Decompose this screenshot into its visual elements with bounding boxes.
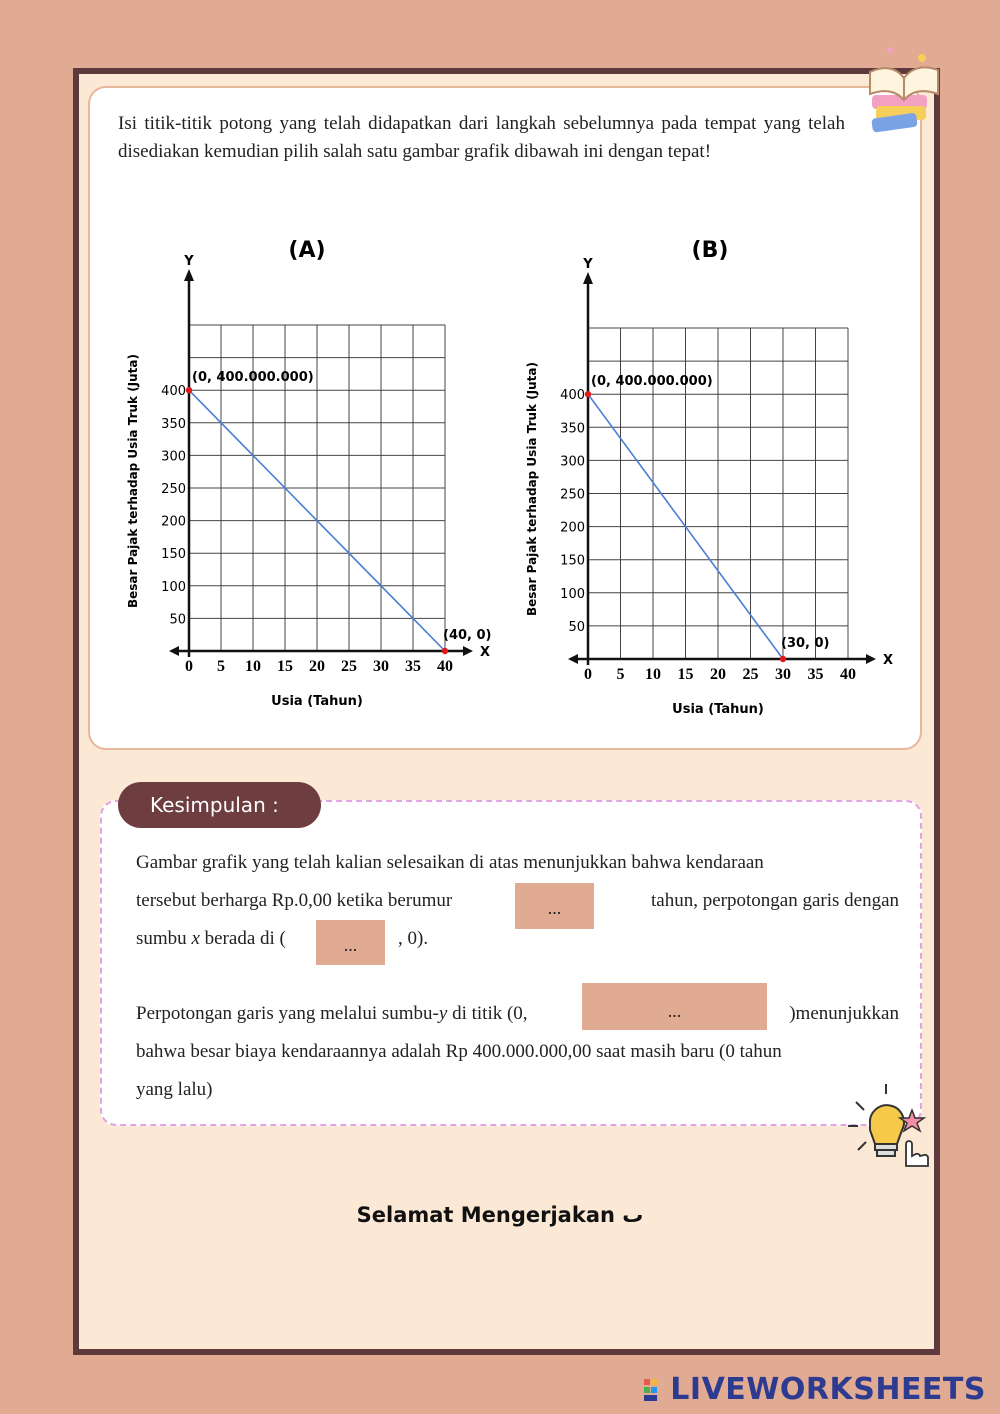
point-label-end: (40, 0)	[443, 628, 492, 643]
y-tick-label: 150	[161, 547, 186, 563]
y-tick-label: 100	[161, 579, 186, 595]
x-axis-arrow-right	[866, 654, 876, 664]
data-point	[442, 648, 448, 654]
y-tick-label: 50	[169, 612, 186, 628]
x-tick-label: 10	[245, 658, 261, 675]
graph-a[interactable]	[126, 238, 491, 709]
x-tick-label: 20	[309, 658, 325, 675]
books-icon	[852, 40, 952, 140]
data-point	[780, 656, 786, 662]
conclusion-line-3b: , 0).	[398, 928, 429, 949]
text-di-titik: di titik (0,	[452, 1003, 528, 1024]
brand-text: LIVEWORKSHEETS	[670, 1372, 986, 1407]
y-tick-label: 400	[560, 388, 585, 404]
y-tick-label: 350	[161, 416, 186, 432]
y-tick-label: 350	[560, 421, 585, 437]
conclusion-line-4b: )menunjukkan	[789, 1003, 899, 1024]
x-axis-arrow-right	[463, 646, 473, 656]
var-x: x	[191, 928, 200, 949]
lightbulb-icon	[846, 1080, 932, 1172]
footer-text: Selamat Mengerjakan ٮ	[356, 1203, 644, 1227]
conclusion-line-6: yang lalu)	[136, 1079, 213, 1100]
point-label-start: (0, 400.000.000)	[192, 370, 314, 386]
blank-age-input[interactable]: ...	[515, 883, 594, 929]
blank-y-intercept-input[interactable]: ...	[582, 983, 767, 1030]
x-tick-label: 15	[277, 658, 293, 675]
x-tick-label: 0	[584, 666, 592, 683]
x-tick-label: 40	[840, 666, 856, 683]
brand-logo[interactable]	[644, 1372, 986, 1407]
conclusion-line-4a	[136, 995, 528, 1033]
x-axis-label: Usia (Tahun)	[672, 702, 764, 717]
x-tick-label: 0	[185, 658, 193, 675]
y-axis-letter: Y	[184, 254, 194, 269]
point-label-start: (0, 400.000.000)	[591, 374, 713, 390]
y-tick-label: 50	[568, 619, 585, 635]
y-axis-arrow	[583, 272, 593, 284]
y-tick-label: 400	[161, 384, 186, 400]
x-tick-label: 35	[405, 658, 421, 675]
graph-b[interactable]	[525, 238, 893, 717]
data-point	[186, 387, 192, 393]
x-axis-arrow-left	[169, 646, 179, 656]
y-axis-arrow	[184, 269, 194, 281]
y-tick-label: 200	[560, 520, 585, 536]
y-tick-label: 100	[560, 586, 585, 602]
x-tick-label: 10	[645, 666, 661, 683]
x-axis-letter: X	[882, 653, 894, 668]
y-tick-label: 300	[161, 449, 186, 465]
conclusion-line-2a: tersebut berharga Rp.0,00 ketika berumur	[136, 890, 453, 911]
conclusion-tag: Kesimpulan :	[118, 782, 321, 828]
y-tick-label: 300	[560, 454, 585, 470]
y-axis-label: Besar Pajak terhadap Usia Truk (Juta)	[126, 353, 140, 609]
instruction-text: Isi titik-titik potong yang telah didapatkan dari langkah sebelumnya pada tempat yang telah disediakan kemudian pilih salah satu gambar grafik dibawah ini dengan tepat!	[118, 113, 845, 162]
y-tick-label: 150	[560, 553, 585, 569]
x-tick-label: 35	[807, 666, 824, 683]
data-point	[585, 391, 591, 397]
conclusion-line-1: Gambar grafik yang telah kalian selesaikan di atas menunjukkan bahwa kendaraan	[136, 852, 764, 873]
y-axis-label: Besar Pajak terhadap Usia Truk (Juta)	[525, 361, 539, 617]
y-tick-label: 200	[161, 514, 186, 530]
text-berada: berada di (	[204, 928, 286, 949]
y-tick-label: 250	[560, 487, 585, 503]
text-perpotongan: Perpotongan garis yang melalui sumbu-	[136, 1003, 439, 1024]
x-tick-label: 25	[341, 658, 357, 675]
conclusion-line-2b: tahun, perpotongan garis dengan	[651, 890, 899, 911]
x-tick-label: 30	[373, 658, 389, 675]
x-axis-label: Usia (Tahun)	[271, 694, 363, 709]
x-tick-label: 5	[217, 658, 225, 675]
blank-x-intercept-input[interactable]: ...	[316, 920, 385, 965]
x-tick-label: 5	[616, 666, 625, 683]
brand-mark-icon	[644, 1379, 664, 1401]
x-tick-label: 30	[775, 666, 791, 683]
x-tick-label: 25	[742, 666, 759, 683]
conclusion-line-5: bahwa besar biaya kendaraannya adalah Rp 400.000.000,00 saat masih baru (0 tahun	[136, 1041, 782, 1062]
var-y: y	[438, 1003, 448, 1024]
y-tick-label: 250	[161, 482, 186, 497]
y-axis-letter: Y	[583, 257, 593, 272]
chart-title: (B)	[691, 238, 729, 263]
x-tick-label: 20	[710, 666, 726, 683]
graphs-area	[100, 225, 900, 730]
point-label-end: (30, 0)	[781, 636, 830, 651]
x-axis-arrow-left	[568, 654, 578, 664]
x-axis-letter: X	[479, 645, 491, 660]
chart-title: (A)	[288, 238, 326, 263]
x-tick-label: 40	[437, 658, 453, 675]
text-sumbu: sumbu	[136, 928, 187, 949]
conclusion-line-3	[136, 920, 286, 958]
x-tick-label: 15	[677, 666, 694, 683]
